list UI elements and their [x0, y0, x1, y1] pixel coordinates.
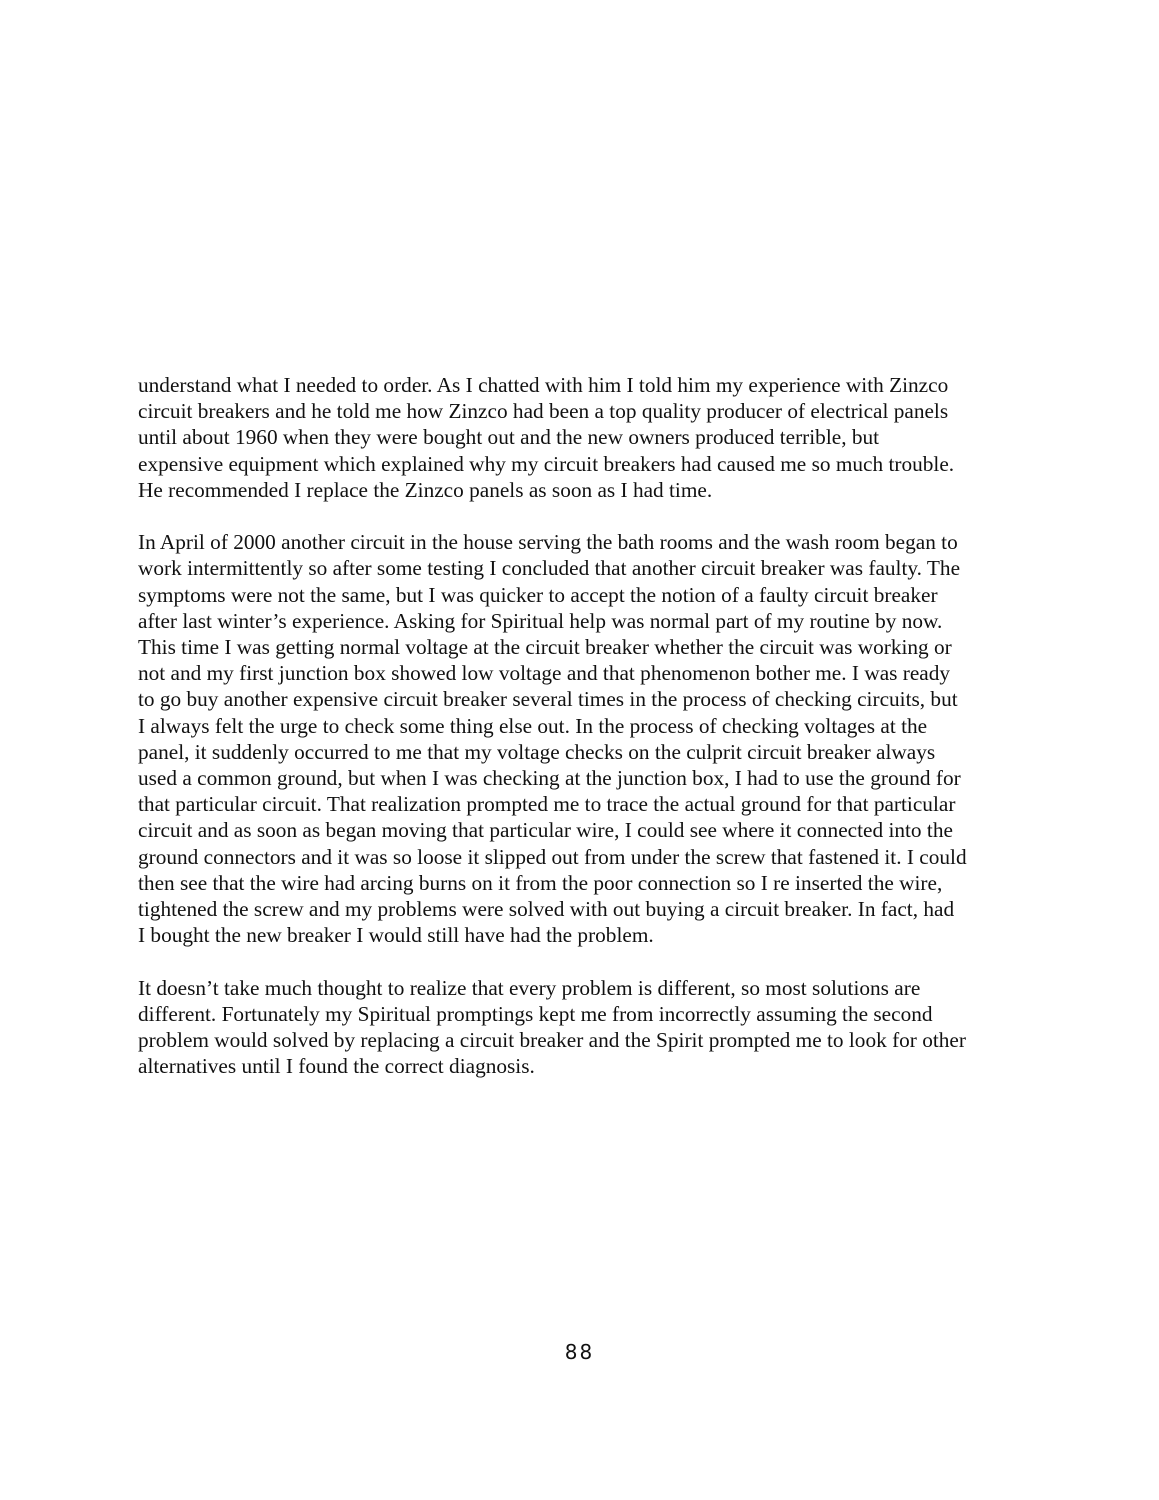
body-text: [138, 372, 1028, 1106]
page-number: 88: [564, 1340, 595, 1364]
paragraph: [138, 372, 1028, 503]
paragraph: [138, 529, 1028, 948]
text-line: not and my first junction box showed low voltage and that phenomenon bother me. I was ready: [138, 661, 951, 686]
text-line: problem would solved by replacing a circuit breaker and the Spirit prompted me to look for other: [138, 1028, 966, 1053]
text-line: He recommended I replace the Zinzco panels as soon as I had time.: [138, 477, 713, 502]
text-line: It doesn’t take much thought to realize that every problem is different, so most solutions are: [138, 975, 921, 1000]
text-line: ground connectors and it was so loose it slipped out from under the screw that fastened it. I could: [138, 844, 967, 869]
text-line: symptoms were not the same, but I was quicker to accept the notion of a faulty circuit breaker: [138, 582, 938, 607]
text-line: I bought the new breaker I would still have had the problem.: [138, 923, 654, 948]
text-line: after last winter’s experience. Asking for Spiritual help was normal part of my routine by now.: [138, 608, 943, 633]
text-line: then see that the wire had arcing burns on it from the poor connection so I re inserted the wire,: [138, 870, 943, 895]
text-line: tightened the screw and my problems were solved with out buying a circuit breaker. In fact, had: [138, 897, 955, 922]
text-line: panel, it suddenly occurred to me that my voltage checks on the culprit circuit breaker always: [138, 739, 936, 764]
text-line: I always felt the urge to check some thing else out. In the process of checking voltages at the: [138, 713, 928, 738]
text-line: This time I was getting normal voltage at the circuit breaker whether the circuit was working or: [138, 635, 952, 660]
text-line: In April of 2000 another circuit in the house serving the bath rooms and the wash room began to: [138, 530, 958, 555]
text-line: understand what I needed to order. As I chatted with him I told him my experience with Zinzco: [138, 373, 949, 397]
text-line: until about 1960 when they were bought out and the new owners produced terrible, but: [138, 425, 880, 450]
text-line: used a common ground, but when I was checking at the junction box, I had to use the ground for: [138, 766, 961, 791]
text-line: circuit breakers and he told me how Zinzco had been a top quality producer of electrical panels: [138, 399, 949, 424]
text-line: expensive equipment which explained why my circuit breakers had caused me so much trouble.: [138, 451, 955, 476]
text-line: circuit and as soon as began moving that particular wire, I could see where it connected into the: [138, 818, 953, 843]
text-line: to go buy another expensive circuit breaker several times in the process of checking circuits, but: [138, 687, 958, 712]
paragraph: [138, 975, 1028, 1080]
text-line: different. Fortunately my Spiritual promptings kept me from incorrectly assuming the second: [138, 1001, 933, 1026]
text-line: work intermittently so after some testing I concluded that another circuit breaker was faulty. The: [138, 556, 961, 581]
text-line: that particular circuit. That realization prompted me to trace the actual ground for that particular: [138, 792, 956, 817]
text-line: alternatives until I found the correct diagnosis.: [138, 1054, 535, 1079]
